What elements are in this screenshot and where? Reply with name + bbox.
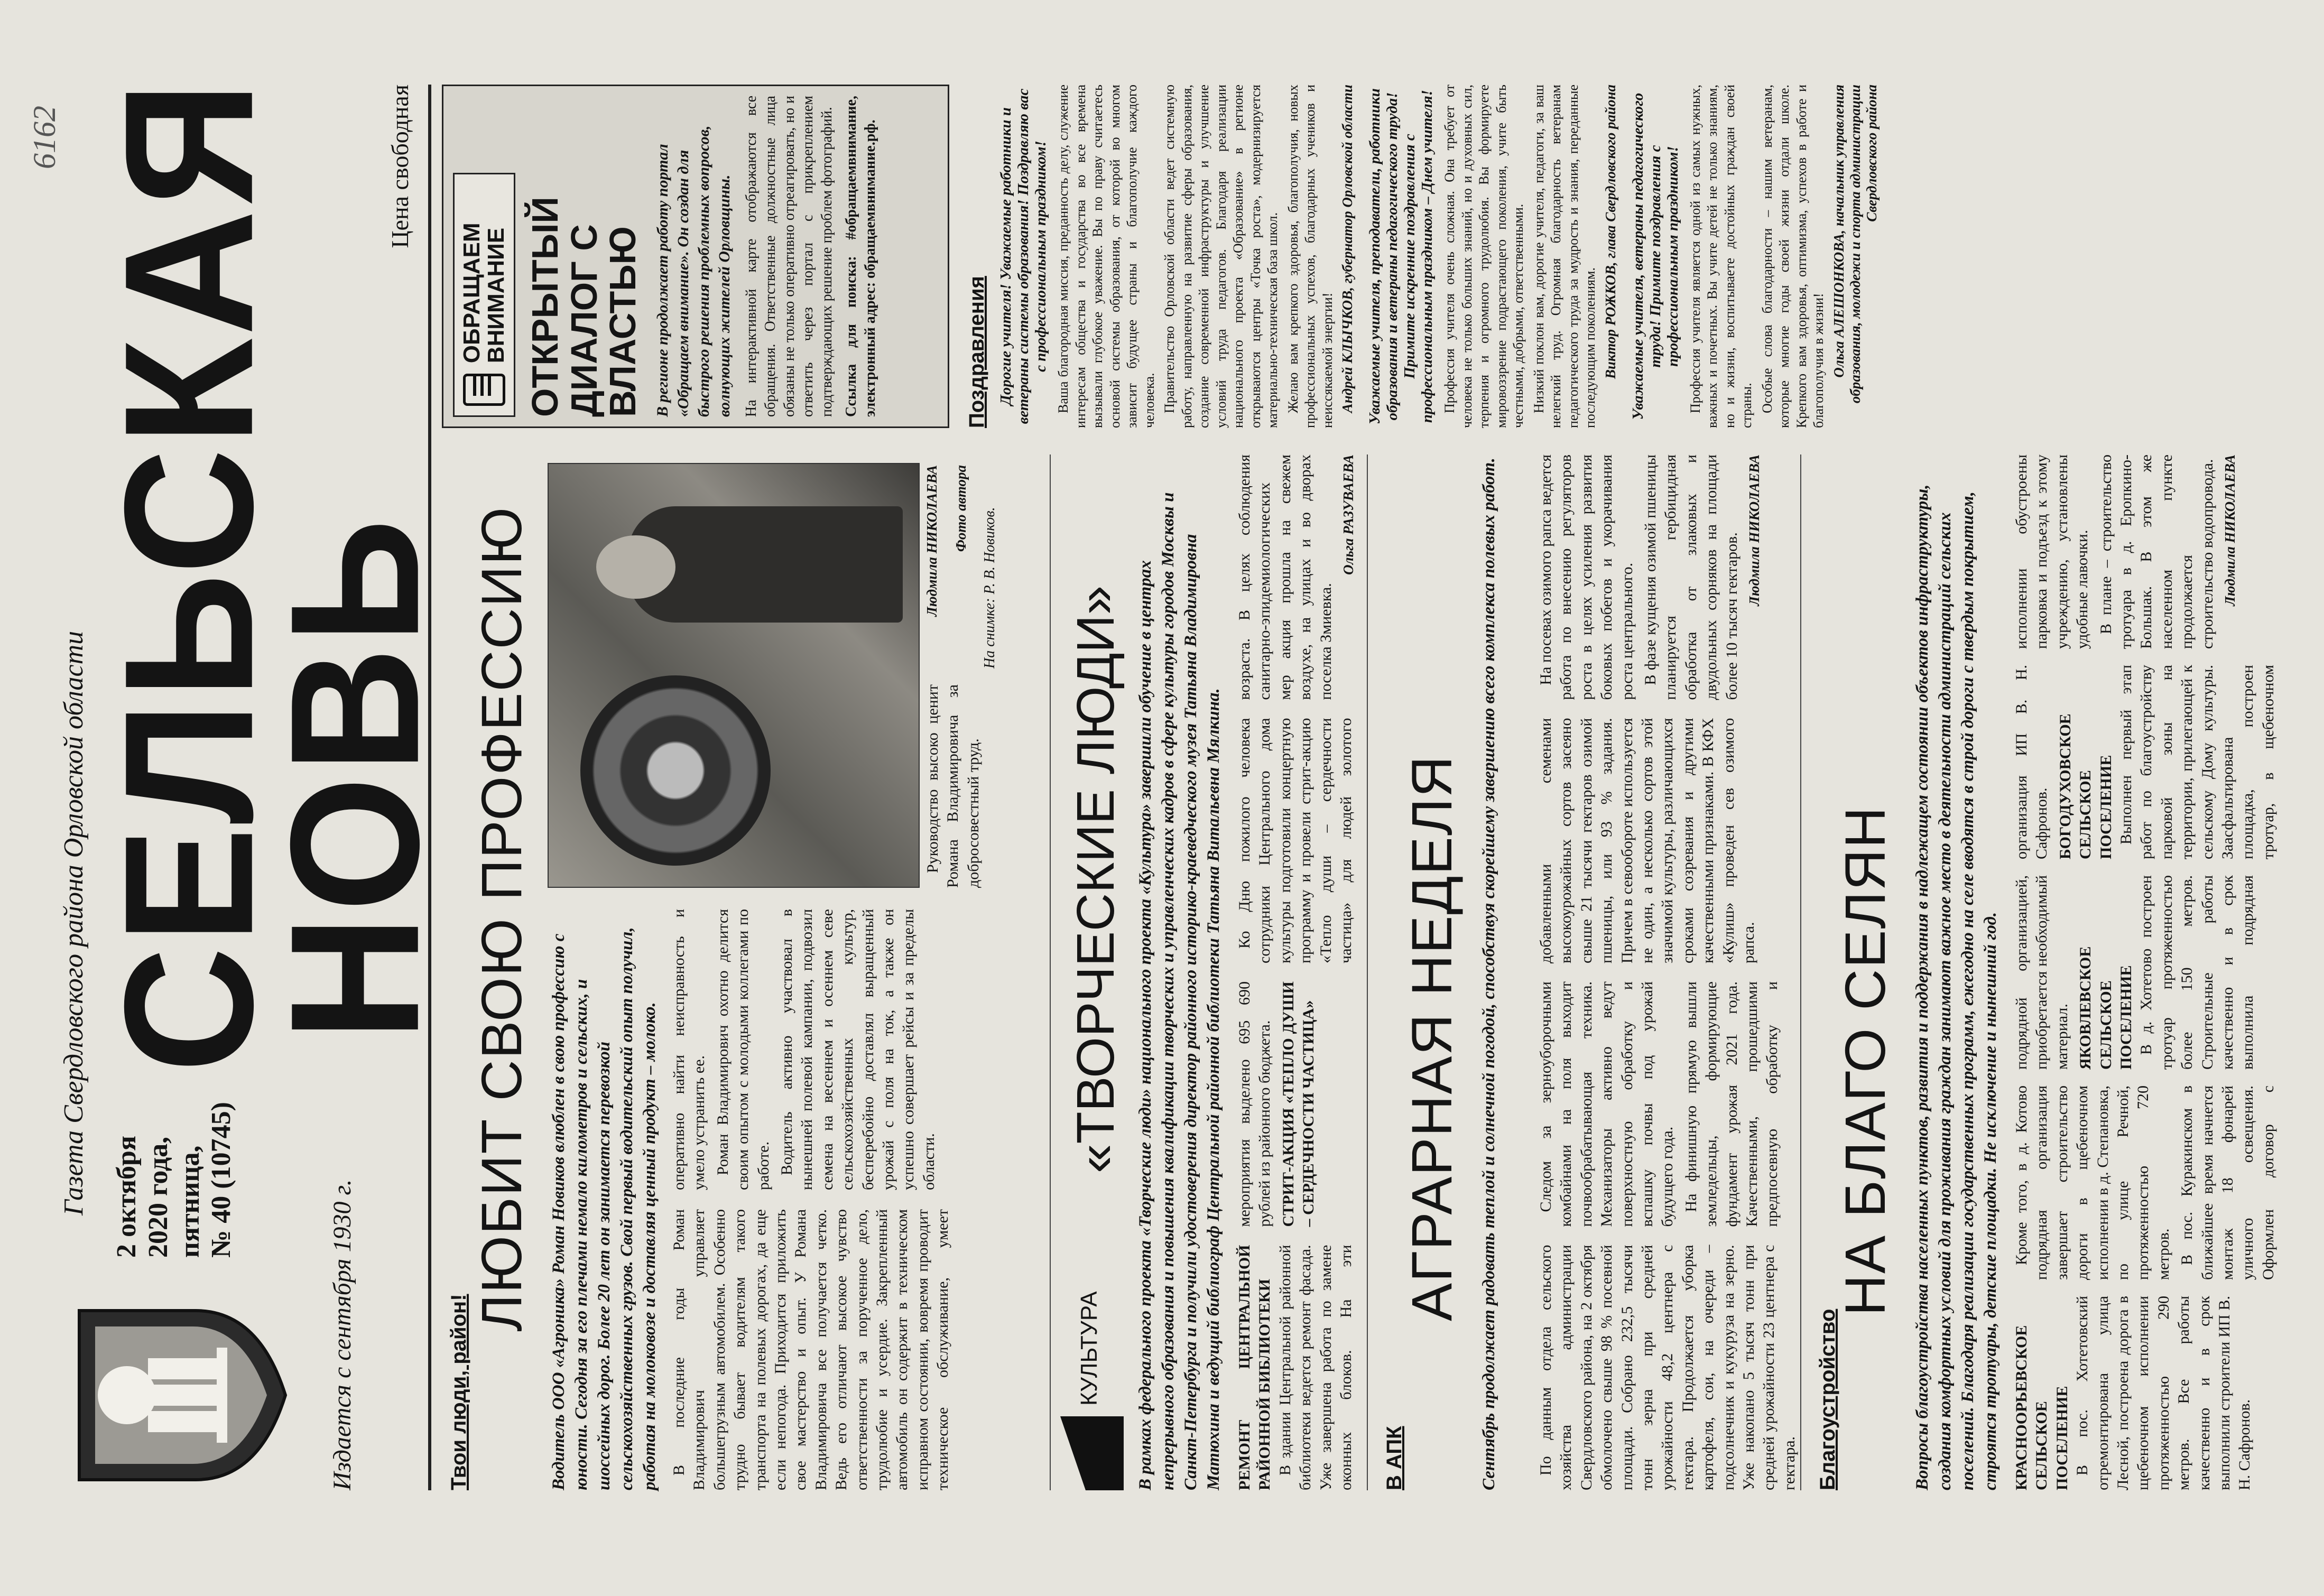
article-lead: В рамках федерального проекта «Творческие люди» национального проекта «Культура» завершили обучение в центрах непрерывного образования и повышения квалификации творческих и управленческих кадров в сфере культуры городов Москвы и Санкт-Петербурга и получили удостоверения директор районного историко-краеведческого музея Татьяна Владимировна Матюхина и ведущий библиограф Центральной районной библиотеки Татьяна Витальевна Мялкина. — [1136, 492, 1223, 1490]
issue-number: № 40 (10745) — [206, 1102, 237, 1258]
paragraph: Кроме того, в д. Котово подрядная организация завершает строительство дороги в щебеночном исполнении в д. Степановка, по улице Речной, протяженностью 720 метров. — [2013, 1085, 2172, 1280]
article-rubric: В АПК — [1383, 1426, 1406, 1490]
tagline: Газета Свердловского района Орловской области — [59, 630, 89, 1215]
photo-caption: На снимке: Р. В. Новиков. — [982, 507, 998, 669]
greeting-signature: Андрей КЛЫЧКОВ, губернатор Орловской области — [1339, 85, 1355, 413]
greeting-text — [1687, 85, 1828, 428]
paragraph: В фазе кущения озимой пшеницы планируется гербицидная обработка от злаковых и двудольных сорняков на площади более 10 тысяч гектаров. — [1641, 454, 1740, 700]
title-line-1: СЕЛЬСКАЯ — [86, 78, 291, 1073]
author: Людмила НИКОЛАЕВА — [924, 465, 940, 617]
driver-photo — [548, 463, 920, 888]
right-column — [442, 85, 2281, 428]
subheading: КРАСНООРЬЕВСКОЕ СЕЛЬСКОЕ ПОСЕЛЕНИЕ — [2013, 1325, 2071, 1490]
driver-face — [596, 535, 675, 599]
author: Людмила НИКОЛАЕВА — [1746, 454, 1762, 606]
article-headline: НА БЛАГО СЕЛЯН — [1833, 805, 1897, 1316]
greetings-section — [965, 85, 2271, 428]
paragraph: В д. Хотетово построен тротуар протяженностью более 150 метров. Строительные работы качественно и в срок выполнила подрядная организация ИП В. Н. Сафронов. — [2013, 665, 2257, 1070]
subheading: ЯКОВЛЕВСКОЕ СЕЛЬСКОЕ ПОСЕЛЕНИЕ — [2077, 946, 2135, 1070]
subheading: СТРИТ-АКЦИЯ «ТЕПЛО ДУШИ – СЕРДЕЧНОСТИ ЧАСТИЦА» — [1279, 981, 1318, 1227]
notice-link: Ссылка для поиска: #обращаемвнимание, электронный адрес: обращаемвнимание.рф. — [843, 96, 878, 417]
greeting-signature: Виктор РОЖКОВ, глава Свердловского района — [1602, 85, 1618, 379]
truck-wheel — [580, 675, 771, 866]
article-tail — [923, 465, 999, 888]
photo-credit: Фото автора — [952, 465, 969, 552]
author: Людмила НИКОЛАЕВА — [2221, 454, 2238, 606]
article-body — [1235, 454, 1358, 1490]
paragraph: В пос. Хотетовский отремонтирована улица Лесной, построена дорога в щебеночном исполнении протяженностью 290 метров. Все работы качественно и в срок выполнили строители ИП В. Н. Сафронов. — [2073, 1296, 2254, 1490]
article-headline: АГРАРНАЯ НЕДЕЛЯ — [1400, 755, 1464, 1321]
paragraph: Профессия учителя очень сложная. Она требует от человека не только больших знаний, но и духовных сил, терпения и огромного трудолюбия. Вы формируете мировоззрение подрастающего поколения, учите быть честными, добрыми, ответственными. — [1442, 85, 1526, 428]
article-agro-week — [1377, 454, 1801, 1490]
notice-title: ОТКРЫТЫЙ ДИАЛОГ С ВЛАСТЬЮ — [524, 197, 644, 417]
article-rubric: Твои люди, район! — [447, 1294, 470, 1490]
paragraph: Профессия учителя является одной из самых нужных, важных и почетных. Вы учите детей не только знаниям, но и жизни, воспитываете достойных граждан своей страны. — [1687, 85, 1754, 428]
section-rubric: Поздравления — [965, 276, 988, 428]
article-body — [669, 909, 953, 1490]
article-culture — [1060, 454, 1368, 1490]
masthead — [27, 78, 457, 1490]
message-icon — [463, 374, 505, 406]
greeting-heading: Уважаемые учителя, преподаватели, работники образования и ветераны педагогического труда! Примите искренние поздравления с профессиональным праздником – Днем учителя! — [1366, 88, 1436, 424]
article-lead: Водитель ООО «Агроника» Роман Новиков влюблен в свою профессию с юности. Сегодня за его плечами немало километров и сельских, и шоссейных дорог. Более 20 лет он занимается перевозкой сельскохозяйственных грузов. Свой первый водительский опыт получил, работая на молоковозе и доставляя ценный продукт – молоко. — [549, 927, 659, 1490]
article-profession — [442, 454, 1051, 1490]
paragraph: Роман Владимирович охотно делится своим опытом с молодыми коллегами по работе. — [714, 909, 772, 1190]
article-lead: Сентябрь продолжает радовать теплой и солнечной погодой, способствуя скорейшему завершению всего комплекса полевых работ. — [1479, 458, 1498, 1490]
notice-body: На интерактивной карте отображаются все обращения. Ответственные должностные лица обязаны не только оперативно отреагировать, но и ответить через портал с прикреплением подтверждающих решение проблем фотографий. — [743, 96, 836, 417]
national-projects-logo — [1060, 1416, 1124, 1490]
paragraph: Правительство Орловской области ведет системную работу, направленную на развитие сферы образования, создание современной инфраструктуры и улучшение условий труда педагогов. Благодаря реализации национального проекта «Образование» в регионе открываются центры «Точка роста», модернизируется материально-техническая база школ. — [1162, 85, 1280, 428]
main-articles — [442, 454, 2281, 1490]
greeting-heading: Уважаемые учителя, ветераны педагогического труда! Примите поздравления с профессиональным праздником! — [1629, 92, 1681, 420]
paragraph: На посевах озимого рапса ведется работа по внесению регуляторов роста в целях усиления развития боковых побегов и укорачивания роста центрального. — [1537, 454, 1636, 700]
greeting-text — [1441, 85, 1599, 428]
page-body — [431, 85, 2281, 1490]
date-line-1: 2 октября — [112, 1135, 142, 1258]
date-line-3: пятница, — [174, 1145, 205, 1258]
paragraph: Водитель активно участвовал в нынешней полевой кампании, подвозил семена на весеннем и осеннем севе сельскохозяйственных культур, бесперебойно доставлял выращенный урожай с поля на ток, а также он успешно совершает рейсы и за пределы области. — [777, 909, 938, 1190]
subheading: БОГОДУХОВСКОЕ СЕЛЬСКОЕ ПОСЕЛЕНИЕ — [2056, 713, 2115, 859]
notice-lead: В регионе продолжает работу портал «Обращаем внимание». Он создан для быстрого решения проблемных вопросов, волнующих жителей Орловщины. — [653, 125, 733, 417]
subheading: РЕМОНТ ЦЕНТРАЛЬНОЙ РАЙОННОЙ БИБЛИОТЕКИ — [1236, 1245, 1274, 1490]
handwritten-mark: 6162 — [27, 106, 62, 169]
paragraph: В плане – строительство тротуара в д. Еропкино-Большак. В этом же населенном пункте продолжается строительство водопровода. — [2097, 454, 2216, 649]
greeting-text — [1055, 85, 1336, 428]
paragraph: В здании Центральной районной библиотеки ведется ремонт фасада. Уже завершена работа по замене оконных блоков. На эти мероприятия выделено 695 690 рублей из районного бюджета. — [1236, 981, 1355, 1490]
article-headline: «ТВОРЧЕСКИЕ ЛЮДИ» — [1066, 585, 1125, 1173]
coat-of-arms-icon — [69, 1300, 291, 1490]
paragraph: По данным отдела сельского хозяйства администрации Свердловского района, на 2 октября обмолочено свыше 98 % посевной площади. Собрано 232,5 тысячи тонн зерна при средней урожайности 48,2 центнера с гектара. Продолжается уборка картофеля, сои, на очереди – подсолнечник и кукуруза на зерно. Уже накопано 5 тысяч тонн при средней урожайности 23 центнера с гектара. — [1537, 1245, 1798, 1490]
article-improvement — [1811, 454, 2276, 1490]
notice-badge-text: ОБРАЩАЕМ ВНИМАНИЕ — [459, 222, 510, 364]
issue-date-block — [111, 1083, 237, 1258]
author: Ольга РАЗУВАЕВА — [1340, 454, 1356, 575]
paragraph: Ко Дню пожилого человека сотрудники Центрального дома культуры подготовили концертную программу и провели стрит-акцию «Тепло души – сердечности частица» для людей золотого возраста. В целях соблюдения санитарно-эпидемиологических мер акция прошла на свежем воздухе, на улицах и во дворах поселка Змиевка. — [1236, 454, 1355, 963]
article-body — [1536, 454, 1800, 1490]
paragraph: Низкий поклон вам, дорогие учителя, педагоги, за ваш нелегкий труд. Огромная благодарность ветеранам педагогического труда за мудрость и знания, переданные последующим поколениям. — [1531, 85, 1598, 428]
article-rubric: Благоустройство — [1816, 1309, 1839, 1490]
article-body — [2012, 454, 2279, 1490]
greeting-heading: Дорогие учителя! Уважаемые работники и ветераны системы образования! Поздравляю вас с профессиональным праздником! — [997, 88, 1049, 424]
title-line-2: НОВЬ — [252, 515, 457, 1041]
paragraph: В последние годы Роман Владимирович управляет большегрузным автомобилем. Особенно трудно бывает водителям такого транспорта на полевых дорогах, да еще если непогода. Приходится приложить свое мастерство и опыт. У Романа Владимировича все получается четко. Ведь его отличают высокое чувство ответственности за порученное дело, трудолюбие и усердие. Закрепленный автомобиль он содержит в техническом исправном состоянии, вовремя проводит техническое обслуживание, умеет оперативно найти неисправность и умело устранить ее. — [670, 909, 952, 1490]
price-label: Цена свободная — [386, 85, 413, 248]
paragraph: На финишную прямую вышли земледельцы, формирующие фундамент урожая 2021 года. Качественными, прошедшими предпосевную обработку и добавленными семенами высокоурожайных сортов засеяно свыше 21 тысячи гектаров озимой пшеницы, или 93 % задания. Причем в севообороте используется не один, а несколько сортов этой значимой культуры, различающихся сроками созревания и другими качественными признаками. В КФХ «Кулиш» проведен сев озимого рапса. — [1537, 718, 1781, 1227]
paragraph: Особые слова благодарности – нашим ветеранам, которые многие годы своей жизни отдали школе. Крепкого вам здоровья, оптимизма, успехов в работе и благополучия в жизни! — [1759, 85, 1826, 428]
paragraph: В пос. Куракинском в ближайшее время начнется монтаж 18 фонарей уличного освещения. Оформлен договор с подрядной организацией, приобретается необходимый материал. — [2013, 875, 2277, 1280]
notice-badge — [453, 173, 515, 417]
article-rubric: КУЛЬТУРА — [1076, 1291, 1102, 1406]
greeting-signature: Ольга АЛЕШОНКОВА, начальник управления образования, молодежи и спорта администрации Свердловского района — [1830, 85, 1879, 404]
date-line-2: 2020 года, — [143, 1136, 173, 1258]
paragraph: Ваша благородная миссия, преданность делу, служение интересам общества и государства во все времена вызывали глубокое уважение. Вы по праву считаетесь основой системы образования, от которой во многом зависит будущее страны и благополучие каждого человека. — [1055, 85, 1157, 428]
article-lead: Вопросы благоустройства населенных пунктов, развития и поддержания в надлежащем состоянии объектов инфраструктуры, создания комфортных условий для проживания граждан занимают важное место в деятельности администраций сельских поселений. Благодаря реализации государственных программ, ежегодно на селе вводятся в строй дороги с твердым покрытием, строятся тротуары, детские площадки. Не исключение и нынешний год. — [1913, 484, 2000, 1490]
notice-box — [442, 85, 949, 428]
article-headline: ЛЮБИТ СВОЮ ПРОФЕССИЮ — [469, 506, 533, 1332]
paragraph: Следом за зерноуборочными комбайнами на поля выходит почвообрабатывающая техника. Механизаторы активно ведут поверхностную обработку и вспашку почвы под урожай будущего года. — [1537, 981, 1677, 1227]
paragraph: Выполнен первый этап работ по благоустройству парковой зоны на территории, прилегающей к сельскому Дому культуры. Заасфальтирована площадка, построен тротуар, в щебеночном исполнении обустроены парковка и подъезд к этому учреждению, установлены удобные лавочки. — [2013, 454, 2277, 859]
paragraph: Руководство высоко ценит Романа Владимировича за добросовестный труд. — [924, 684, 982, 888]
newspaper-title — [86, 69, 457, 1073]
paragraph: Желаю вам крепкого здоровья, благополучия, новых профессиональных успехов, благодарных учеников и неиссякаемой энергии! — [1285, 85, 1335, 428]
publication-since: Издается с сентября 1930 г. — [328, 1179, 356, 1490]
